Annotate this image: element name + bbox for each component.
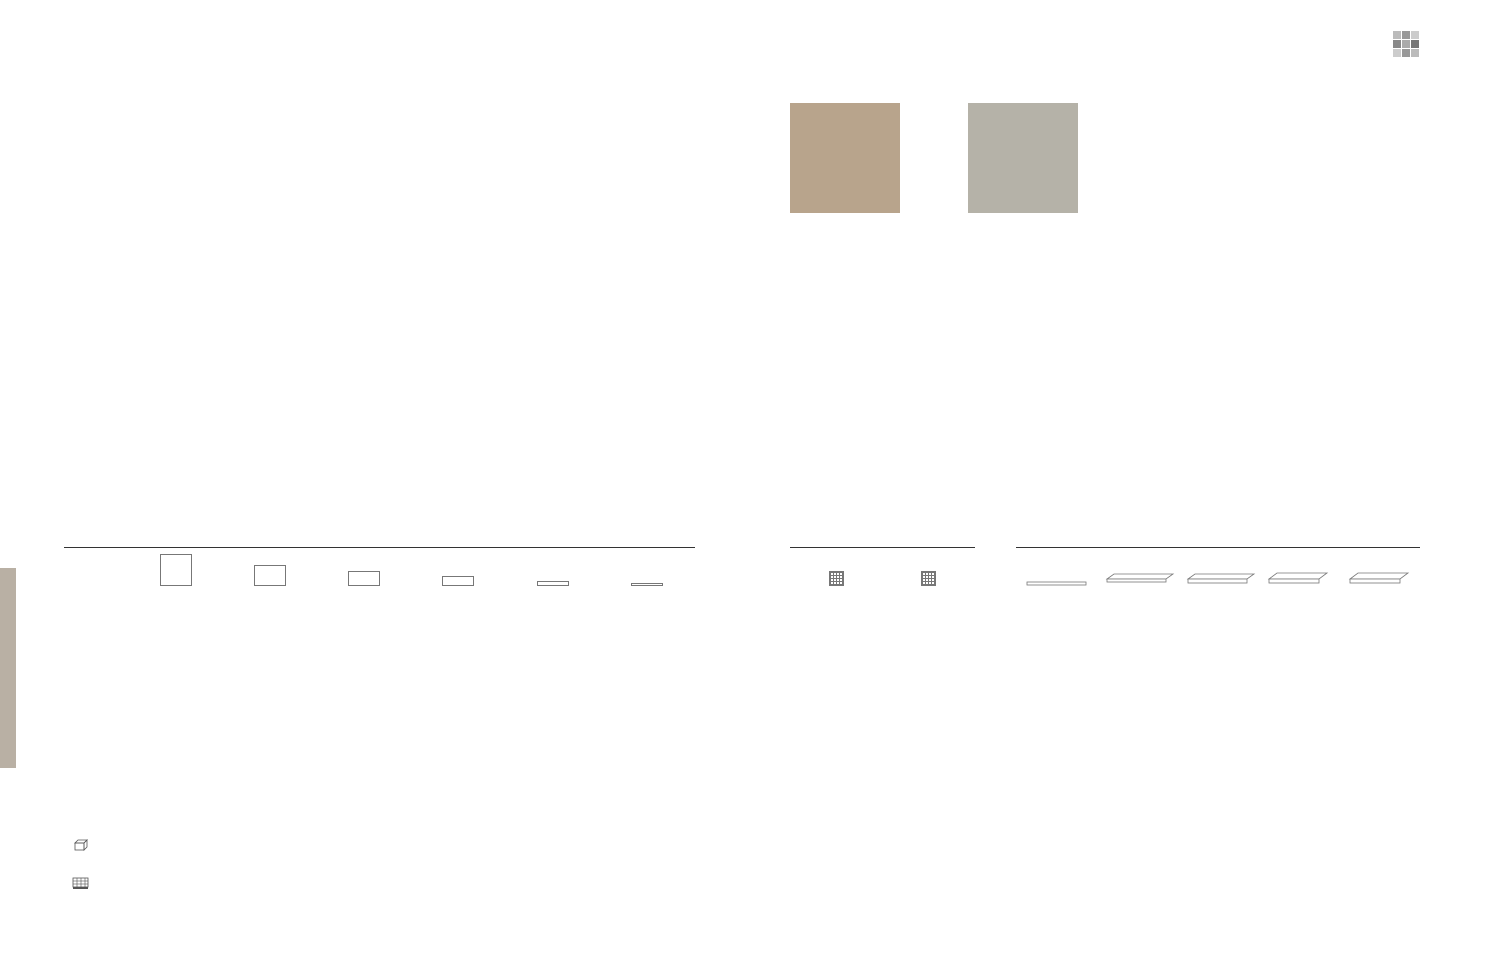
collection-badge <box>1393 31 1421 59</box>
format-60x60-outline <box>160 554 192 586</box>
sidebar-tab <box>0 568 16 768</box>
mosaic-cream-image <box>790 103 900 213</box>
format-5x60-outline <box>631 583 663 586</box>
gradino-costa-retta-profile <box>1188 574 1254 579</box>
box-icon <box>73 838 89 852</box>
mosaic-ice-image <box>968 103 1078 213</box>
battiscopa-profile <box>1027 582 1086 585</box>
angolo-dx-profile <box>1350 573 1408 579</box>
mosaic-cream-grid-icon <box>829 571 844 586</box>
format-40x60-outline <box>254 565 286 586</box>
trim-profiles <box>1016 565 1420 589</box>
legend <box>790 918 821 925</box>
format-30x60-outline <box>348 571 380 586</box>
footer-left <box>64 916 72 930</box>
mosaic-ice-grid-icon <box>921 571 936 586</box>
decors-rule <box>790 547 975 548</box>
tiles-rule <box>64 547 695 548</box>
format-10x60-outline <box>537 581 569 586</box>
gradino-semplice-profile <box>1107 574 1173 579</box>
format-20x60-outline <box>442 576 474 586</box>
pallet-icon <box>71 876 91 891</box>
angolo-sx-profile <box>1269 573 1327 579</box>
mosaic-icon <box>1393 31 1421 57</box>
trims-rule <box>1016 547 1420 548</box>
